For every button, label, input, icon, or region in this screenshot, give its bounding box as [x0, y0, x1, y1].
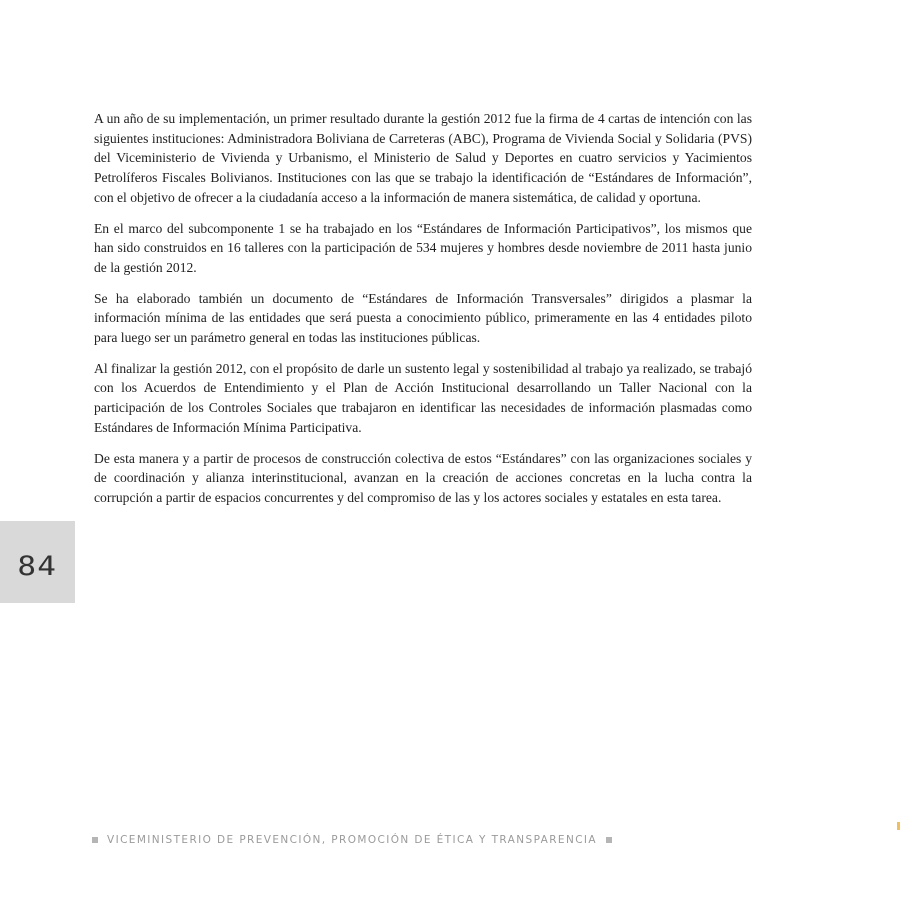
paragraph-2: En el marco del subcomponente 1 se ha trabajado en los “Estándares de Información Participativos”, los mismos que han sido construidos en 16 talleres con la participación de 534 mujeres y hombres desde noviembre de 2011 hasta junio de la gestión 2012.	[94, 220, 752, 275]
body-text	[94, 109, 752, 519]
page-number: 84	[17, 550, 58, 582]
footer	[92, 834, 612, 846]
footer-text: VICEMINISTERIO DE PREVENCIÓN, PROMOCIÓN DE ÉTICA Y TRANSPARENCIA	[107, 834, 598, 846]
paragraph-4: Al finalizar la gestión 2012, con el propósito de darle un sustento legal y sostenibilidad al trabajo ya realizado, se trabajó con los Acuerdos de Entendimiento y el Plan de Acción Institucional desarrollando un Taller Nacional con la participación de los Controles Sociales que trabajaron en identificar las necesidades de información plasmadas como Estándares de Información Mínima Participativa.	[94, 360, 752, 435]
paragraph-1: A un año de su implementación, un primer resultado durante la gestión 2012 fue la firma de 4 cartas de intención con las siguientes instituciones: Administradora Boliviana de Carreteras (ABC), Programa de Vivienda Social y Solidaria (PVS) del Viceministerio de Vivienda y Urbanismo, el Ministerio de Salud y Deportes en cuatro servicios y Yacimientos Petrolíferos Fiscales Bolivianos. Instituciones con las que se trabajo la identificación de “Estándares de Información”, con el objetivo de ofrecer a la ciudadanía acceso a la información de manera sistemática, de calidad y oportuna.	[94, 111, 752, 205]
footer-bullet-right-icon	[606, 837, 612, 843]
footer-bullet-left-icon	[92, 837, 98, 843]
paragraph-5: De esta manera y a partir de procesos de construcción colectiva de estos “Estándares” con las organizaciones sociales y de coordinación y alianza interinstitucional, avanzan en la creación de acciones concretas en la lucha contra la corrupción a partir de espacios concurrentes y del compromiso de las y los actores sociales y estatales en esta tarea.	[94, 450, 752, 505]
paragraph-3: Se ha elaborado también un documento de “Estándares de Información Transversales” dirigidos a plasmar la información mínima de las entidades que será puesta a conocimiento público, primeramente en las 4 entidades piloto para luego ser un parámetro general en todas las instituciones públicas.	[94, 290, 752, 346]
page-number-tab	[0, 521, 75, 603]
